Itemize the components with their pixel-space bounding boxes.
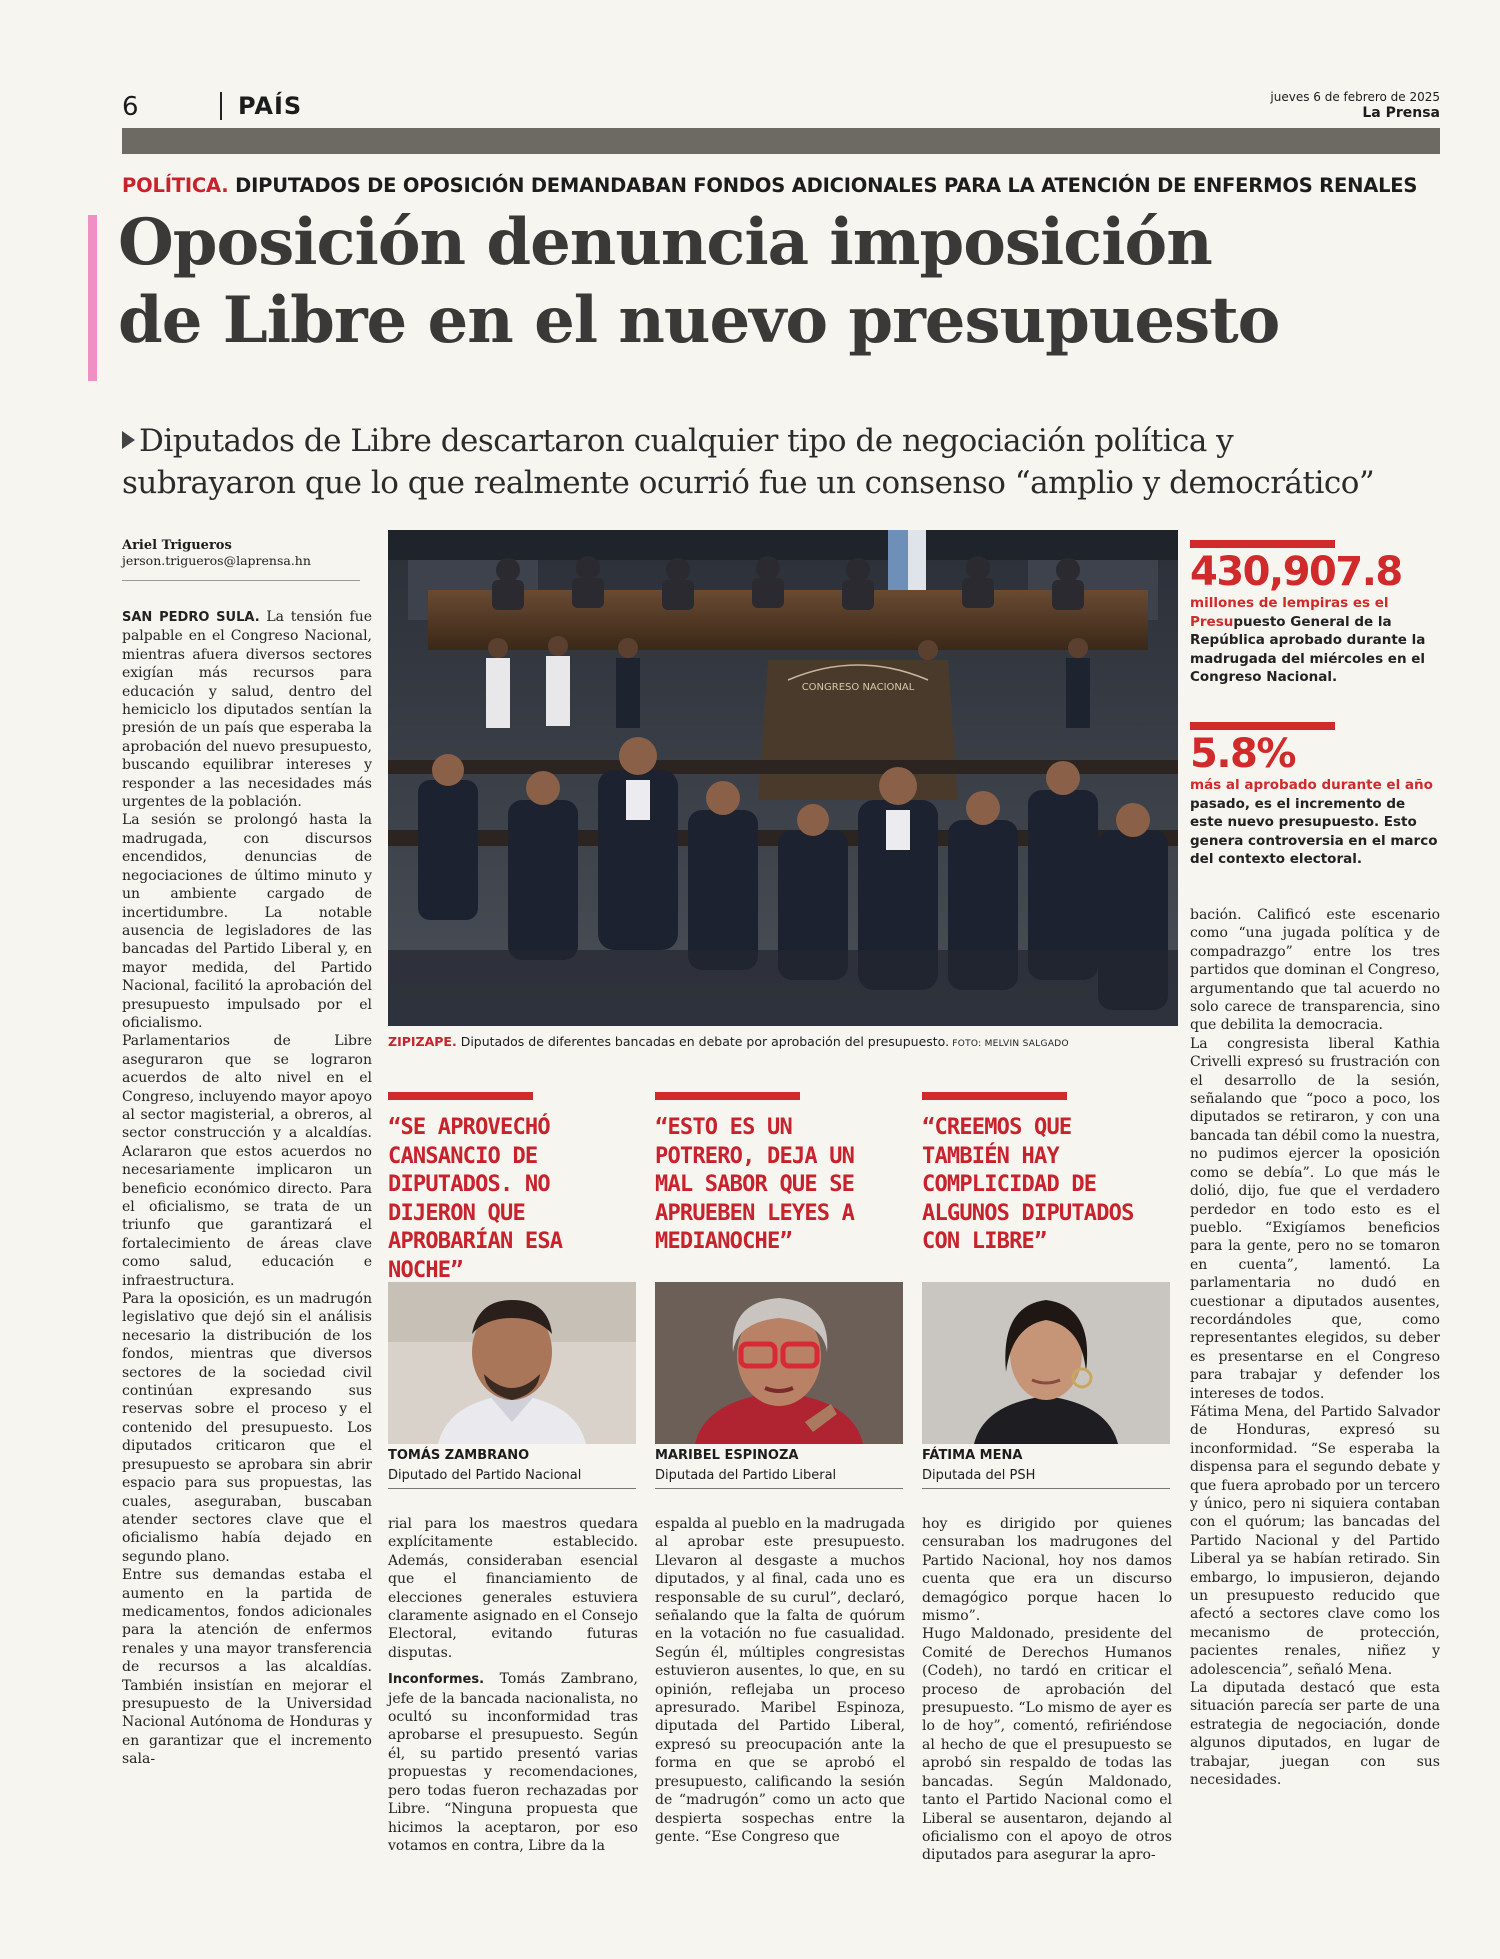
woman-portrait-image: [655, 1282, 903, 1444]
quote-author-role: Diputada del PSH: [922, 1468, 1036, 1483]
body-column-5: [1190, 906, 1440, 1790]
byline: [122, 538, 372, 581]
paragraph: hoy es dirigido por quienes censuraban los madrugones del Partido Nacional, hoy nos damos cuenta que era un discurso demagógico porque hacen lo mismo”.: [922, 1516, 1172, 1625]
kicker-text: DIPUTADOS DE OPOSICIÓN DEMANDABAN FONDOS ADICIONALES PARA LA ATENCIÓN DE ENFERMOS RENALES: [235, 174, 1418, 197]
headline-line-1: Oposición denuncia imposición: [118, 205, 1212, 280]
issue-date: jueves 6 de febrero de 2025: [1270, 90, 1440, 104]
byline-rule: [122, 580, 360, 581]
caption-label: ZIPIZAPE.: [388, 1034, 457, 1049]
body-column-2: [388, 1515, 638, 1855]
paragraph-text: La tensión fue palpable en el Congreso Nacional, mientras afuera diversos sectores exigían más recursos para educación y salud, dentro del hemiciclo los diputados sentían la presión de un país que esperaba la aprobación del nuevo presupuesto, buscando equilibrar intereses y responder a las necesidades más urgentes de la población.: [122, 609, 373, 811]
paragraph: La sesión se prolongó hasta la madrugada, con discursos encendidos, denuncias de negociaciones de último minuto y un ambiente cargado de incertidumbre. La notable ausencia de legisladores de las bancadas del Partido Liberal y, en mayor medida, del Partido Nacional, facilitó la aprobación del presupuesto impulsado por el oficialismo.: [122, 812, 372, 1031]
quote-red-bar: [655, 1092, 800, 1100]
highlighter-mark: [88, 215, 97, 381]
man-portrait-image: [388, 1282, 636, 1444]
quote-bottom-rule: [922, 1488, 1170, 1489]
portrait-mena: [922, 1282, 1170, 1444]
author-email: jerson.trigueros@laprensa.hn: [122, 553, 311, 568]
photo-caption: [388, 1034, 1178, 1049]
author-name: Ariel Trigueros: [122, 538, 232, 553]
dateline: SAN PEDRO SULA.: [122, 610, 260, 625]
stat-description-rest: puesto General de la República aprobado durante la madrugada del miércoles en el Congreso Nacional.: [1190, 613, 1426, 685]
quote-author-name: MARIBEL ESPINOZA: [655, 1448, 799, 1463]
headline: [118, 204, 1458, 360]
body-column-4: [922, 1515, 1172, 1865]
pull-quote-mena: [922, 1092, 1167, 1257]
body-column-1: [122, 608, 372, 1769]
stat-box-budget: [1190, 540, 1440, 687]
paragraph: Fátima Mena, del Partido Salvador de Honduras, expresó su inconformidad. “Se esperaba la dispensa para el segundo debate y que fuera aprobado por un tercero y único, pero ni siquiera contaban con el quórum; las bancadas del Partido Nacional y del Partido Liberal ya se habían retirado. Sin embargo, lo impusieron, dejando un presupuesto reducido que afectó a sectores clave como los mecanismo de protección, pacientes renales, niñez y adolescencia”, señaló Mena.: [1190, 1403, 1440, 1678]
body-column-3: [655, 1515, 905, 1846]
quote-text: “CREEMOS QUE TAMBIÉN HAY COMPLICIDAD DE ALGUNOS DIPUTADOS CON LIBRE”: [922, 1115, 1134, 1254]
quote-author-name: FÁTIMA MENA: [922, 1448, 1023, 1463]
quote-author-name: TOMÁS ZAMBRANO: [388, 1448, 530, 1463]
congress-session-photo: [388, 530, 1178, 1026]
paragraph: Hugo Maldonado, presidente del Comité de Derechos Humanos (Codeh), no tardó en criticar el proceso de aprobación del presupuesto. “Lo mismo de ayer es lo de hoy”, comentó, refiriéndose al hecho de que el presupuesto se aprobó sin respaldo de todas las bancadas. Según Maldonado, tanto el Partido Nacional como el Liberal se ausentaron, dejando al oficialismo con el apoyo de otros diputados para asegurar la apro-: [922, 1626, 1172, 1864]
top-gray-bar: [122, 128, 1440, 154]
stat-value: 5.8%: [1190, 731, 1295, 777]
quote-text: “ESTO ES UN POTRERO, DEJA UN MAL SABOR QUE SE APRUEBEN LEYES A MEDIANOCHE”: [655, 1115, 855, 1254]
stat-description-red: más al aprobado durante el año: [1190, 777, 1433, 793]
headline-line-2: de Libre en el nuevo presupuesto: [118, 283, 1280, 358]
kicker: [122, 174, 1440, 197]
quote-author-role: Diputado del Partido Nacional: [388, 1468, 582, 1483]
pull-quote-zambrano: [388, 1092, 633, 1285]
photo-credit: FOTO: MELVIN SALGADO: [949, 1039, 1069, 1049]
woman-portrait-image: [922, 1282, 1170, 1444]
quote-red-bar: [388, 1092, 533, 1100]
quote-text: “SE APROVECHÓ CANSANCIO DE DIPUTADOS. NO DIJERON QUE APROBARÍAN ESA NOCHE”: [388, 1115, 563, 1283]
quote-red-bar: [922, 1092, 1067, 1100]
paper-name: La Prensa: [1362, 105, 1440, 121]
quote-bottom-rule: [655, 1488, 903, 1489]
stat-red-bar: [1190, 540, 1335, 548]
stat-box-increase: [1190, 722, 1440, 869]
page-number: 6: [122, 92, 139, 122]
paragraph: [122, 608, 372, 811]
folio-header: [122, 92, 1440, 122]
paragraph: bación. Calificó este escenario como “una jugada política y de compadrazgo” entre los tres partidos que dominan el Congreso, argumentando que tal acuerdo no solo carece de transparencia, sino que debilita la democracia.: [1190, 907, 1440, 1034]
paragraph: La congresista liberal Kathia Crivelli expresó su frustración con el desarrollo de la sesión, señalando que “poco a poco, los diputados se retiraron, y con una bancada tan débil como la nuestra, no pudimos ejercer la oposición como se debía”. Lo que más le dolió, dijo, fue que el verdadero perdedor en todo esto es el pueblo. “Exigíamos beneficios para la gente, pero no se tomaron en cuenta”, lamentó. La parlamentaria no dudó en cuestionar a diputados ausentes, recordándoles que, como representantes elegidos, su deber es presentarse en el Congreso para trabajar y defender los intereses de todos.: [1190, 1035, 1440, 1402]
quote-author-role: Diputada del Partido Liberal: [655, 1468, 837, 1483]
subhead: Inconformes.: [388, 1672, 485, 1688]
deck-line-2: subrayaron que lo que realmente ocurrió fue un consenso “amplio y democrático”: [122, 465, 1375, 501]
paragraph: espalda al pueblo en la madrugada al aprobar este presupuesto. Llevaron al desgaste a muchos diputados, y al final, cada uno es responsable de su curul”, declaró, señalando que la falta de quórum en la votación no fue casualidad. Según él, múltiples congresistas estuvieron ausentes, lo que, en su opinión, reflejaba un proceso apresurado. Maribel Espinoza, diputada del Partido Liberal, expresó su preocupación ante la forma en que se aprobó el presupuesto, calificando la sesión de “madrugón” como un acto que despierta sospechas entre la gente. “Ese Congreso que: [655, 1516, 905, 1845]
pull-quote-espinoza: [655, 1092, 900, 1257]
stat-red-bar: [1190, 722, 1335, 730]
section-name: PAÍS: [220, 92, 302, 120]
portrait-zambrano: [388, 1282, 636, 1444]
deck: [122, 420, 1452, 504]
paragraph: [388, 1670, 638, 1855]
stat-description: [1190, 594, 1440, 687]
main-photo: [388, 530, 1178, 1026]
stat-description-rest: pasado, es el incremento de este nuevo presupuesto. Esto genera controversia en el marco del contexto electoral.: [1190, 795, 1438, 867]
paragraph: rial para los maestros quedara explícitamente establecido. Además, consideraban esencial que el financiamiento de elecciones generales estuviera claramente asignado en el Consejo Electoral, evitando futuras disputas.: [388, 1516, 638, 1661]
paragraph: Parlamentarios de Libre aseguraron que se lograron acuerdos de alto nivel en el Congreso, incluyendo mayor apoyo al sector magisterial, a obreros, al sector construcción y a alcaldías. Aclararon que estos acuerdos no necesariamente implicaron un beneficio económico directo. Para el oficialismo, se trata de un triunfo que garantizará el fortalecimiento de áreas clave como salud, educación e infraestructura.: [122, 1033, 372, 1289]
deck-line-1: Diputados de Libre descartaron cualquier tipo de negociación política y: [139, 423, 1234, 459]
stat-value: 430,907.8: [1190, 549, 1402, 595]
stat-description: [1190, 776, 1440, 869]
quote-bottom-rule: [388, 1488, 636, 1489]
paragraph: Entre sus demandas estaba el aumento en la partida de medicamentos, fondos adicionales para la atención de enfermos renales y una mayor transferencia de recursos a las alcaldías. También insistían en mejorar el presupuesto de la Universidad Nacional Autónoma de Honduras y en garantizar que el incremento sala-: [122, 1567, 372, 1768]
paragraph: Para la oposición, es un madrugón legislativo que dejó sin el análisis necesario la distribución de los fondos, mientras que diversos sectores de la sociedad civil continúan expresando sus reservas sobre el proceso y el contenido del presupuesto. Los diputados criticaron que el presupuesto se aprobara sin abrir espacio para sus propuestas, las cuales, aseguraban, buscaban atender sectores clave que el oficialismo había dejado en segundo plano.: [122, 1291, 372, 1565]
stat-description-red: millones de lempiras es el Presu: [1190, 595, 1389, 630]
kicker-label: POLÍTICA.: [122, 174, 229, 197]
paragraph: La diputada destacó que esta situación parecía ser parte de una estrategia de negociación, donde algunos diputados, en lugar de trabajar, juegan con sus necesidades.: [1190, 1680, 1440, 1789]
caption-text: Diputados de diferentes bancadas en debate por aprobación del presupuesto.: [456, 1034, 950, 1049]
triangle-bullet-icon: [122, 431, 135, 449]
podium-label: CONGRESO NACIONAL: [801, 682, 915, 693]
portrait-espinoza: [655, 1282, 903, 1444]
paragraph-text: Tomás Zambrano, jefe de la bancada nacionalista, no ocultó su inconformidad tras aprobarse el presupuesto. Según él, su partido presentó varias propuestas y recomendaciones, pero todas fueron rechazadas por Libre. “Ninguna propuesta que hicimos la aceptaron, por eso votamos en contra, Libre da la: [388, 1671, 638, 1854]
